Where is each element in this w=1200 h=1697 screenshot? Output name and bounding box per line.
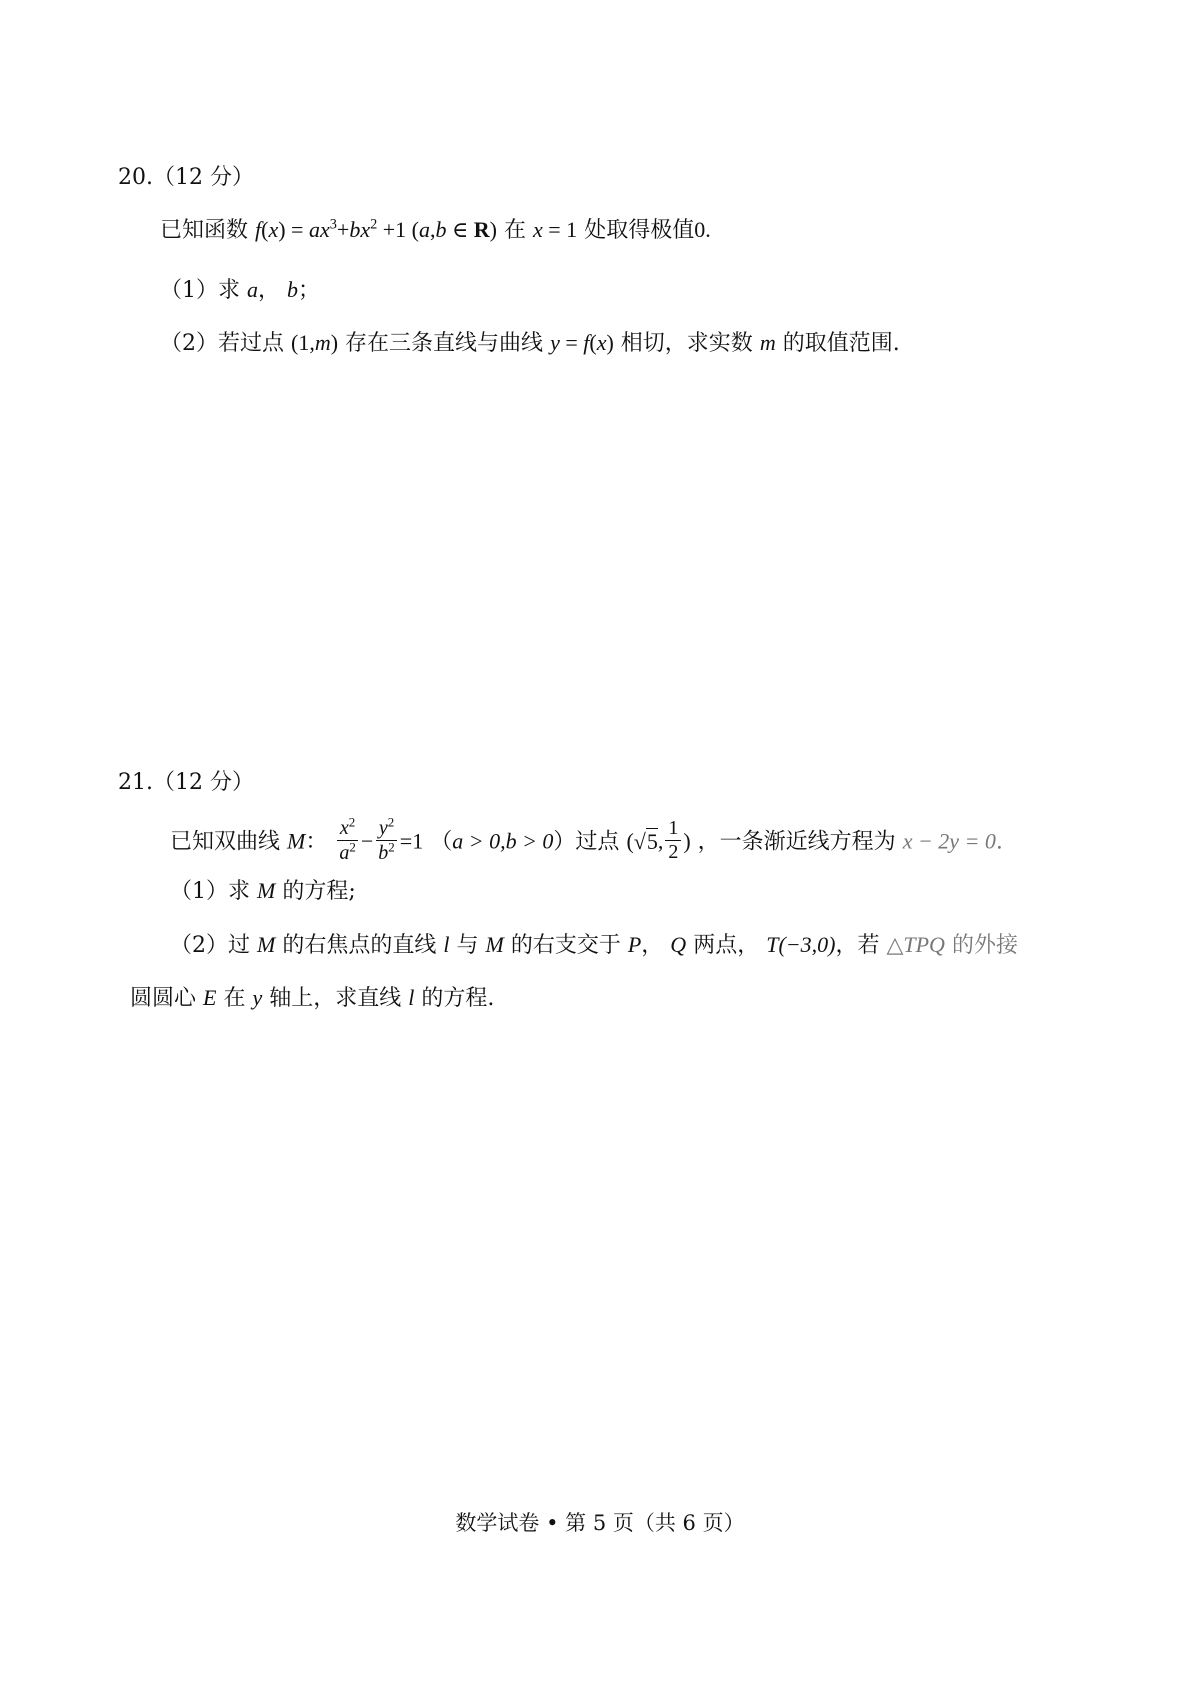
fraction-y2-b2: $\frac{y^2}{b^2}$ [375,816,398,865]
q20-part2: （2）若过点 (1,m) 存在三条直线与曲线 y = f(x) 相切，求实数 m 的取值范围. [160,330,900,356]
q20-header: 20.（12 分） [118,165,254,190]
fraction-x2-a2: $\frac{x^2}{a^2}$ [336,816,359,865]
q21-part2-line2: 圆圆心 E 在 y 轴上，求直线 l 的方程. [130,985,495,1011]
q20-part1: （1）求 a， b； [160,277,321,303]
q20-function: f [255,217,262,242]
q21-part1: （1）求 M 的方程; [170,878,356,904]
q21-header: 21.（12 分） [118,770,254,795]
q21-part2-line1: （2）过 M 的右焦点的直线 l 与 M 的右支交于 P， Q 两点， T(−3,0)，若 △TPQ 的外接 [170,932,1018,958]
fraction-1-2: $\frac{1}{2}$ [665,817,681,864]
q21-intro: 已知双曲线 M： $\frac{x^2}{a^2}$ − $\frac{y^2}{b^2}$ =1 （a > 0,b > 0）过点 (√5, $\frac{1}{2}$ ) ，一条渐近线方程为 x − 2y = 0. [170,814,1003,864]
sqrt-5: √5 [633,828,658,854]
page-footer: 数学试卷 • 第 5 页（共 6 页） [455,1511,745,1535]
q20-intro: 已知函数 $f(x) = ax^3+bx^2 +1$ (a,b ∈ R) 在 x = 1 处取得极值0. [160,216,711,243]
